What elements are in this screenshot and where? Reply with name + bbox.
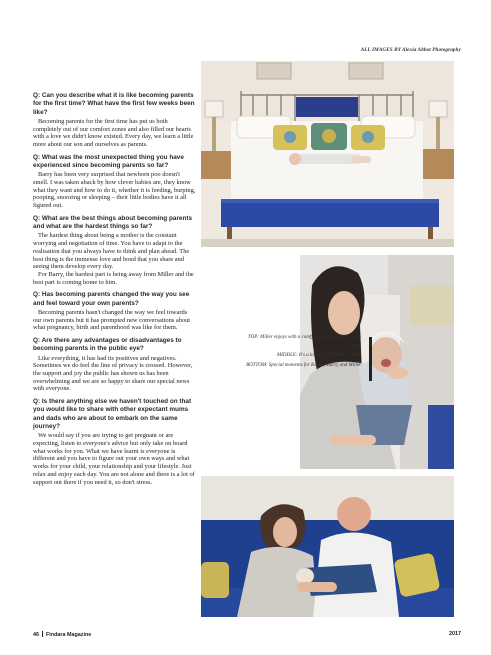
magazine-name: Findara Magazine	[46, 632, 92, 638]
photo-top-bed	[201, 61, 454, 247]
answer-paragraph: Becoming parents for the first time has put us both completely out of our comfort zones and also filled our hearts with a love we didn't know existed. Every day, we learn a little more about our son and ourselves as parents.	[33, 117, 194, 148]
answer	[33, 232, 197, 286]
photo-bottom-family	[201, 476, 454, 617]
qa-item-1	[33, 92, 197, 149]
caption-bottom: BOTTOM: Special moments for Kassie, Barry and Miller	[246, 362, 361, 368]
question: Q: Has becoming parents changed the way you see and feel toward your own parents?	[33, 291, 190, 307]
qa-item-3	[33, 215, 197, 287]
footer-year: 2017	[449, 631, 461, 637]
interview-column	[33, 92, 197, 491]
answer-paragraph: Barry has been very surprised that newborn poo doesn't smell. I was taken aback by how clever babies are, they know what they want and how to do it, whether it is feeding, burping, pooping, snoozing or sleeping – their little bodies have it all figured out.	[33, 171, 196, 210]
question: Q: Is there anything else we haven't touched on that you would like to share with other expectant mums and dads who are about to embark on the same journey?	[33, 398, 192, 431]
answer	[33, 432, 197, 486]
qa-item-2	[33, 154, 197, 210]
answer-paragraph: Becoming parents hasn't changed the way we feel towards our own parents but it has prompted new conversations about what pregnancy, birth and parenthood was like for them.	[33, 308, 191, 332]
footer-divider	[42, 631, 43, 637]
question: Q: Are there any advantages or disadvantages to becoming parents in the public eye?	[33, 337, 182, 353]
question: Q: What was the most unexpected thing you have experienced since becoming parents so far?	[33, 153, 184, 169]
qa-item-6	[33, 398, 197, 486]
caption-rule	[369, 337, 372, 381]
photo-caption	[243, 333, 361, 370]
answer	[33, 118, 197, 149]
page-number: 46	[33, 632, 39, 638]
caption-top: TOP: Miller enjoys with a comfy bed at Palazzo Versace Hotel	[247, 335, 361, 350]
caption-middle: MIDDLE: It's a loving thing being a baby	[277, 353, 361, 359]
answer-paragraph: The hardest thing about being a mother is the constant worrying and negotiation of time. You have to adapt to the realisation that you always have to think and plan ahead. The best thing is the immense love and bond that you share and seeing them develop every day.	[33, 232, 190, 271]
answer-paragraph: Like everything, it has had its positives and negatives. Sometimes we do feel the line of privacy is crossed. However, the support and joy the public has shown us has been overwhelming and we are so happy to share our special news with everyone.	[33, 354, 193, 393]
photo-credit: ALL IMAGES BY Alexia Abbot Photography	[360, 47, 461, 53]
page-footer	[33, 631, 91, 638]
answer	[33, 171, 197, 210]
question: Q: What are the best things about becoming parents and what are the hardest things so far?	[33, 214, 193, 231]
question: Q: Can you describe what it is like becoming parents for the first time? What have the first few weeks been like?	[33, 92, 195, 116]
qa-item-4	[33, 291, 197, 332]
answer	[33, 309, 197, 332]
answer-paragraph: For Barry, the hardest part is being away from Miller and the best part is coming home to him.	[33, 270, 194, 286]
answer	[33, 355, 197, 394]
qa-item-5	[33, 337, 197, 393]
answer-paragraph: We would say if you are trying to get pregnant or are expecting, listen to everyone's advice but only take on board what works for you. What we have learnt is everyone is different and you have to figure out your own ways and what works for your child, your relationship and your lifestyle. Just relax and enjoy each day. You are not alone and there is a lot of support out there if you need it, so don't stress.	[33, 432, 195, 486]
